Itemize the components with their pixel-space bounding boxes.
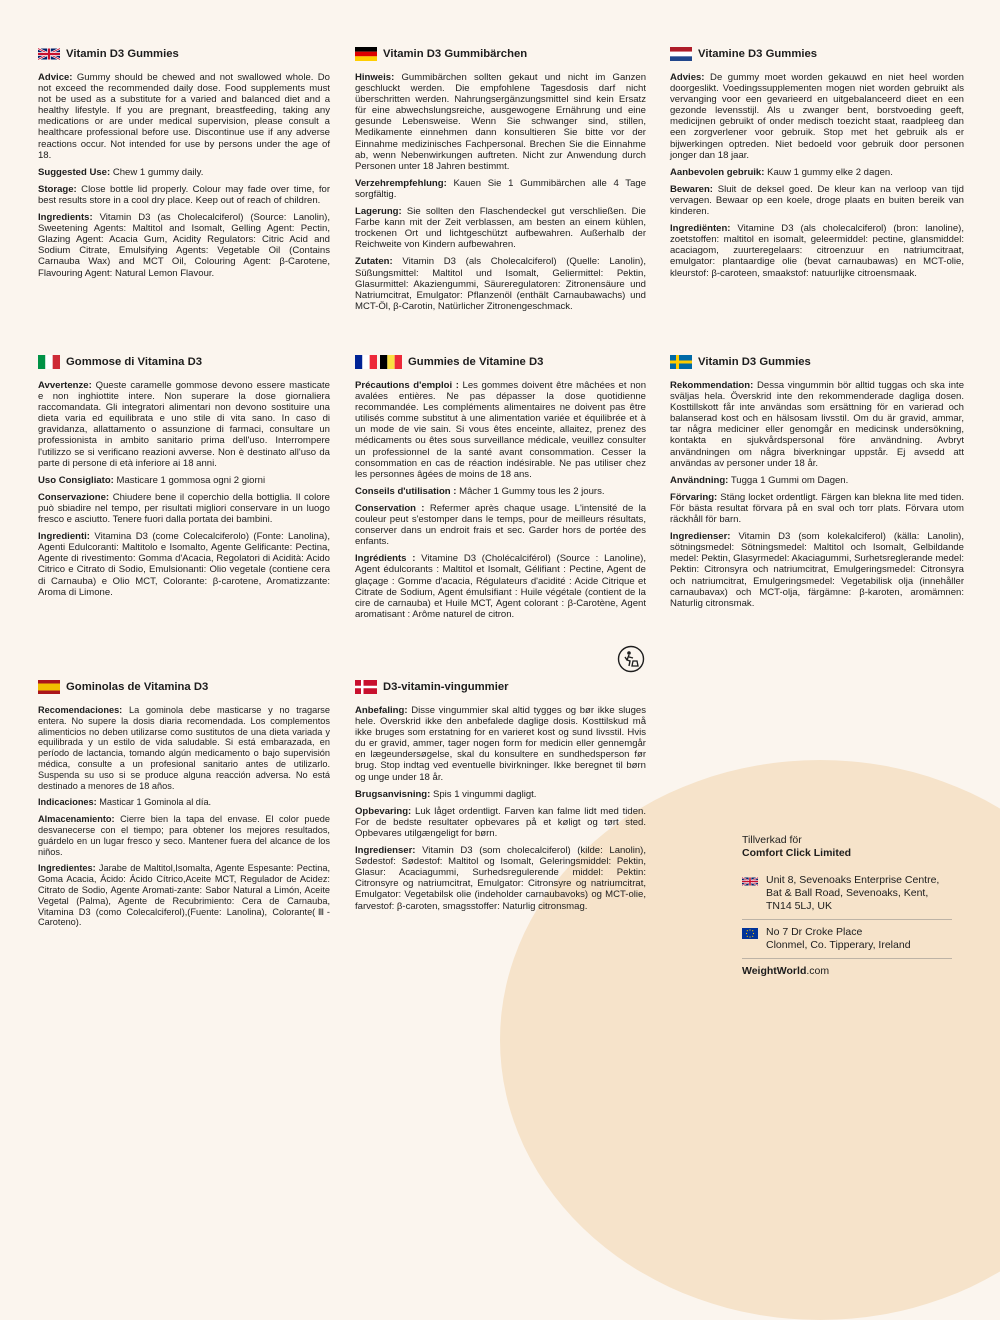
eu-flag-icon: [742, 928, 758, 939]
rekommendation-paragraph: Rekommendation: Dessa vingummin bör alltid tuggas och ska inte sväljas hela. Överskrid inte den rekommenderade dagliga dosen. Kosttillskott får inte användas som ersättning för en varierad och balanserad kost och en hälsosam livsstil. Om du är gravid, ammar, tar några mediciner eller genomgår en medicinsk undersökning, kontakta en sjukvårdspersonal före användning. Avbryt användningen om några biverkningar uppstår. Ej avsedd att användas av personer under 18 år.: [670, 380, 965, 469]
section-danish: [355, 680, 646, 918]
storage-paragraph: Conservazione: Chiudere bene il coperchio della bottiglia. Il colore può sbiadire nel tempo, per risultati migliori conservare in un luogo fresco e asciutto. Tenere fuori dalla portata dei bambini.: [38, 491, 330, 526]
precautions-paragraph: Précautions d'emploi : Les gommes doivent être mâchées et non avalées entières. Ne pas dépasser la dose quotidienne recommandée. Les compléments alimentaires ne doivent pas être utilisés comme substitut à une alimentation variée et équilibrée et à un mode de vie sain. Si vous êtes enceinte, allaitez, prenez des médicaments ou êtes sous surveillance médicale, veuillez consulter un professionnel de la santé avant consommation. Cesser la consommation en cas de réaction indésirable. Ne pas utiliser chez les personnes âgées de moins de 18 ans.: [355, 380, 647, 480]
suggested-use-paragraph: Indicaciones: Masticar 1 Gominola al día.: [38, 797, 212, 808]
section-title: Gommose di Vitamina D3: [66, 355, 203, 368]
section-title: Vitamine D3 Gummies: [698, 47, 818, 60]
spain-flag-icon: [38, 680, 60, 694]
anbefaling-paragraph: Anbefaling: Disse vingummier skal altid tygges og bør ikke sluges hele. Overskrid ikke den anbefalede daglige dosis. Kosttilskud må ikke bruges som erstatning for en varieret kost og sund livsstil. Hvis du er gravid, ammer, tager nogen form for medicin eller gennemgår en lægeundersøgelse, skal du konsultere en sundhedsperson før brug. Stop indtag ved eventuelle bivirkninger. Ikke beregnet til børn og unge under 18 år.: [355, 705, 647, 783]
section-title: Gominolas de Vitamina D3: [66, 680, 209, 693]
recomendaciones-paragraph: Recomendaciones: La gominola debe masticarse y no tragarse entera. No supere la dosis diaria recomendada. Los complementos alimenticios no deben utilizarse como sustitutos de una dieta variada y equilibrada y un estilo de vida saludable. Si está embarazada, en período de lactancia, tomando algún medicamento o bajo supervisión médica, consulte a un profesional sanitario antes de utilizarlo. Suspenda su uso si se produce alguna reacción adversa. No está destinado a menores de 18 años.: [38, 705, 330, 791]
uk-flag-icon: [742, 876, 758, 887]
belgium-flag-icon: [380, 355, 402, 369]
divider: [742, 958, 952, 959]
company-name: Comfort Click Limited: [742, 847, 852, 859]
suggested-use-paragraph: Verzehrempfehlung: Kauen Sie 1 Gummibärchen alle 4 Tage sorgfältig.: [355, 177, 647, 200]
section-title: Vitamin D3 Gummies: [698, 355, 811, 368]
suggested-use-paragraph: Uso Consigliato: Masticare 1 gommosa ogni 2 giorni: [38, 474, 266, 486]
address-line: Clonmel, Co. Tipperary, Ireland: [766, 939, 911, 951]
suggested-use-paragraph: Aanbevolen gebruik: Kauw 1 gummy elke 2 dagen.: [670, 166, 893, 178]
suggested-use-paragraph: Brugsanvisning: Spis 1 vingummi dagligt.: [355, 788, 537, 800]
section-italian: [38, 355, 330, 604]
storage-paragraph: Opbevaring: Luk låget ordentligt. Farven kan falme lidt med tiden. For de bedste resultater opbevares på et køligt og tørt sted. Opbevares utilgængeligt for børn.: [355, 805, 646, 839]
storage-paragraph: Förvaring: Stäng locket ordentligt. Färgen kan blekna lite med tiden. För bästa resultat förvara på en sval och torr plats. Förvara utom räckhåll för barn.: [670, 491, 964, 526]
storage-paragraph: Lagerung: Sie sollten den Flaschendeckel gut verschließen. Die Farbe kann mit der Zeit verblassen, am besten an einem kühlen, trockenen Ort und lichtgeschützt aufbewahren. Außerhalb der Reichweite von Kindern aufbewahren.: [355, 206, 646, 251]
ingredients-paragraph: Ingredients: Vitamin D3 (as Cholecalciferol) (Source: Lanolin), Sweetening Agents: Maltitol and Isomalt, Gelling Agent: Pectin, Glazing Agent: Acacia Gum, Acidity Regulators: Citric Acid and Sodium Citrate, Emulsifying Agents: Vegetable Oil (Contains Carnauba Wax) and MCT Oil, Colouring Agent: β-Carotene, Flavouring Agent: Natural Lemon Flavour.: [38, 212, 331, 279]
storage-paragraph: Storage: Close bottle lid properly. Colour may fade over time, for best results store in a cool dry place. Keep out of reach of children.: [38, 183, 330, 206]
section-title: D3-vitamin-vingummier: [383, 680, 509, 693]
section-german: [355, 47, 646, 318]
avvertenze-paragraph: Avvertenze: Queste caramelle gommose devono essere masticate e non inghiottite intere. Non superare la dose giornaliera raccomandata. Gli integratori alimentari non devono sostituire una dieta varia ed equilibrata e uno stile di vita sano. In caso di gravidanza, allattamento o assunzione di farmaci, consultare un professionista in ambito sanitario prima dell'uso. Interrompere l'utilizzo se si verificano reazioni avverse. Non è destinato all'uso da parte di persone di età inferiore ai 18 anni.: [38, 380, 330, 469]
section-french: [355, 355, 646, 626]
advice-paragraph: Advice: Gummy should be chewed and not swallowed whole. Do not exceed the recommended daily dose. Food supplements must not be used as a substitute for a varied and balanced diet and a healthy lifestyle. If you are pregnant, breastfeeding, taking any medications or are under medical supervision, please consult a healthcare professional before use. Discontinue use if any adverse reactions occur. Not intended for use by persons under the age of 18.: [38, 72, 330, 161]
ingredients-paragraph: Zutaten: Vitamin D3 (als Cholecalciferol) (Quelle: Lanolin), Süßungsmittel: Maltitol und Isomalt, Geliermittel: Pektin, Glasurmittel: Akaziengummi, Säureregulatoren: Zitronensäure und Natriumcitrat, Emulgator: Pflanzenöl (enthält Carnaubawachs) und MCT-Öl, β-Carotin, Natürlicher Zitronengeschmack.: [355, 256, 647, 312]
address-line: TN14 5LJ, UK: [766, 900, 832, 912]
hinweis-paragraph: Hinweis: Gummibärchen sollten gekaut und nicht im Ganzen geschluckt werden. Die empfohlene Tagesdosis darf nicht überschritten werden. Nahrungsergänzungsmittel sind kein Ersatz für eine abwechslungsreiche, ausgewogene Ernährung und eine gesunde Lebensweise. Wenn Sie schwanger sind, stillen, Medikamente einnehmen dann konsultieren Sie bitte vor der Einnahme medizinisches Fachpersonal. Brechen Sie die Einnahme ab, wenn Nebenwirkungen auftreten. Nicht zur Anwendung durch Personen unter 18 Jahren bestimmt.: [355, 72, 646, 172]
uk-address: [742, 870, 952, 917]
sweden-flag-icon: [670, 355, 692, 369]
italy-flag-icon: [38, 355, 60, 369]
france-flag-icon: [355, 355, 377, 369]
divider: [742, 919, 952, 920]
advies-paragraph: Advies: De gummy moet worden gekauwd en niet heel worden doorgeslikt. Voedingssupplementen mogen niet worden gebruikt als vervanging voor een gevarieerd en uitgebalanceerd dieet en een gezonde levensstijl. Als u zwanger bent, borstvoeding geeft, medicijnen gebruikt of onder medisch toezicht staat, raadpleeg dan een zorgverlener voor gebruik. Stop met het gebruik als er bijwerkingen optreden. Niet bedoeld voor gebruik door personen jonger dan 18 jaar.: [670, 72, 964, 161]
address-line: Bat & Ball Road, Sevenoaks, Kent,: [766, 887, 929, 899]
ingredients-paragraph: Ingredienser: Vitamin D3 (som cholecalciferol) (kilde: Lanolin), Sødestof: Sødestof: Maltitol og Isomalt, Geleringsmiddel: Pektin, Glasur: Acaciagummi, Surhedsregulerende middel: Pektin: Citronsyre og natriumcitrat, Emulgator: Citronsyre og natriumcitrat, Emulgator: Vegetabilsk olie (indeholder carnaubavoks) og MCT-olie, farvestof: β-caroten, smagsstoffer: Naturlig citronsmag.: [355, 845, 647, 912]
denmark-flag-icon: [355, 680, 377, 694]
section-title: Gummies de Vitamine D3: [408, 355, 544, 368]
suggested-use-paragraph: Conseils d'utilisation : Mâcher 1 Gummy tous les 2 jours.: [355, 485, 605, 497]
ingredients-paragraph: Ingredienti: Vitamina D3 (come Colecalciferolo) (Fonte: Lanolina), Agenti Edulcoranti: Maltitolo e Isomalto, Agente Gelificante: Pectina, Agente di rivestimento: Gomma d'Acacia, Regolatori di Acidità: Acido Citrico e Citrato di Sodio, Emulsionanti: Olio vegetale (contiene cera di Carnauba) e Olio MCT, Colorante: β-carotene, Aromatizzante: Aroma di Limone.: [38, 531, 330, 598]
ingredients-paragraph: Ingredienser: Vitamin D3 (som kolekalciferol) (källa: Lanolin), sötningsmedel: Sötningsmedel: Maltitol och Isomalt, Gelbildande medel: Pektin, Glasyrmedel: Akaciagummi, Surhetsreglerande medel: Pektin: Citronsyra och natriumcitrat, Emulgeringsmedel: Citronsyra och natriumcitrat, Emulgeringsmedel: Vegetabilisk olja (innehåller carnaubavax) och MCT-olja, färgämne: β-karoten, aromämnen: Naturlig citronsmak.: [670, 531, 964, 609]
section-dutch: [670, 47, 964, 285]
suggested-use-paragraph: Användning: Tugga 1 Gummi om Dagen.: [670, 474, 849, 486]
ingredients-paragraph: Ingredientes: Jarabe de Maltitol,Isomalta, Agente Espesante: Pectina, Goma Acacia, Ácido: Ácido Cítrico,Aceite MCT, Regulador de Acidez: Citrato de Sodio, Agente Aromati-zante: Sabor Natural a Limón, Aceite Vegetal (Palma), Agente de Recubrimiento: Cera de Carnauba, Vitamina D3 (como Colecalciferol),(Fuente: Lanolina), Colorante(Ⅲ-Caroteno).: [38, 863, 330, 928]
netherlands-flag-icon: [670, 47, 692, 61]
section-spanish: [38, 680, 330, 934]
section-title: Vitamin D3 Gummies: [66, 47, 179, 60]
website-link[interactable]: WeightWorld.com: [742, 965, 830, 977]
company-info: [742, 834, 952, 978]
eu-address: [742, 922, 952, 956]
storage-paragraph: Conservation : Refermer après chaque usage. L'intensité de la couleur peut s'estomper dans le temps, pour de meilleurs résultats, conserver dans un endroit frais et sec. Garder hors de portée des enfants.: [355, 502, 647, 548]
address-line: Unit 8, Sevenoaks Enterprise Centre,: [766, 874, 940, 886]
address-line: No 7 Dr Croke Place: [766, 926, 863, 938]
ingredients-paragraph: Ingrediënten: Vitamine D3 (als cholecalciferol) (bron: lanoline), zoetstoffen: maltitol en isomalt, geleermiddel: pectine, glansmiddel: acaciagom, zuurteregelaars: citroenzuur en natriumcitraat, emulgator: plantaardige olie (bevat carnaubawas) en MCT-olie, kleurstof: β-caroteen, smaakstof: natuurlijke citroensmaak.: [670, 223, 964, 279]
section-title: Vitamin D3 Gummibärchen: [383, 47, 528, 60]
section-english: [38, 47, 330, 285]
ingredients-paragraph: Ingrédients : Vitamine D3 (Cholécalciférol) (Source : Lanoline), Agent édulcorants : Maltitol et Isomalt, Gélifiant : Pectine, Agent de glaçage : Gomme d'acacia, Régulateurs d'acidité : Acide Citrique et Citrate de Sodium, Agent émulsifiant : Huile végétale (contient de la cire de carnauba) et Huile MCT, Agent colorant : β-Carotène, Agent aromatisant : Arôme naturel de citron.: [355, 553, 647, 620]
suggested-use-paragraph: Suggested Use: Chew 1 gummy daily.: [38, 166, 204, 178]
germany-flag-icon: [355, 47, 377, 61]
made-for-label: Tillverkad för: [742, 834, 802, 846]
recycle-person-icon: [617, 645, 645, 673]
uk-flag-icon: [38, 47, 60, 61]
section-swedish: [670, 355, 964, 615]
storage-paragraph: Almacenamiento: Cierre bien la tapa del envase. El color puede desvanecerse con el tiempo; para obtener los mejores resultados, guárdelo en un lugar fresco y seco. Mantener fuera del alcance de los niños.: [38, 814, 330, 857]
storage-paragraph: Bewaren: Sluit de deksel goed. De kleur kan na verloop van tijd vervagen. Bewaar op een koele, droge plaats en buiten bereik van kinderen.: [670, 183, 964, 218]
